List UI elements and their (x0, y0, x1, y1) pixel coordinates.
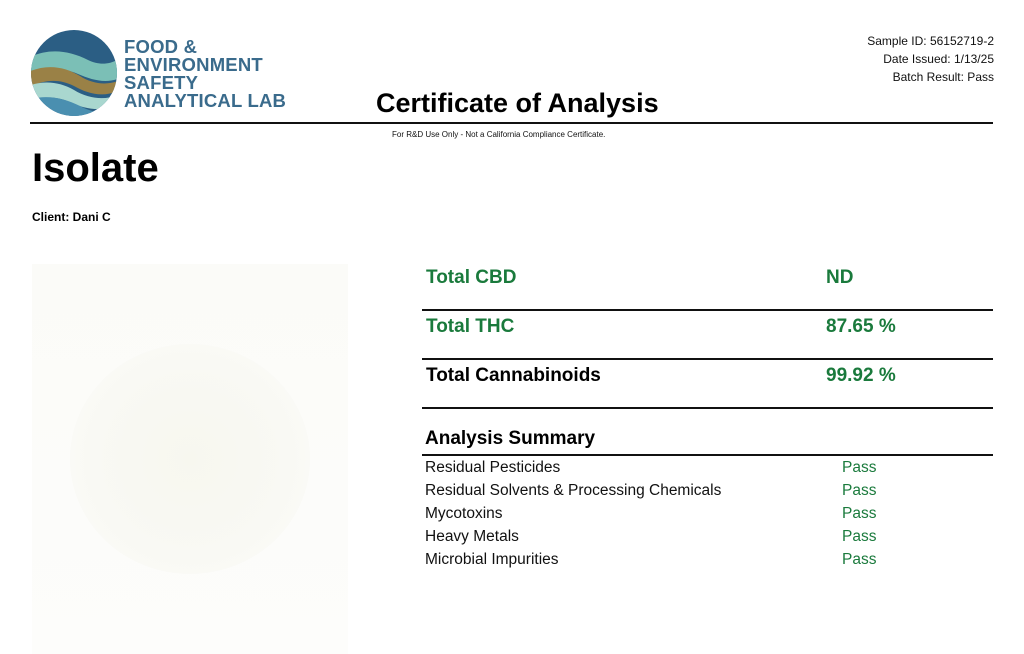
date-issued: Date Issued: 1/13/25 (883, 52, 994, 66)
summary-title: Analysis Summary (422, 428, 993, 456)
lab-logo-icon (28, 28, 120, 118)
lab-name (124, 38, 286, 110)
batch-result: Batch Result: Pass (892, 70, 994, 84)
analysis-result: Pass (842, 551, 877, 568)
total-label: Total Cannabinoids (426, 365, 601, 386)
total-label: Total CBD (426, 267, 517, 288)
total-value: ND (826, 267, 854, 288)
analysis-result: Pass (842, 505, 877, 522)
analysis-result: Pass (842, 459, 877, 476)
document-title: Certificate of Analysis (376, 88, 659, 118)
lab-name-line: SAFETY (124, 72, 199, 93)
totals-table (422, 262, 993, 409)
summary-row (422, 479, 993, 502)
analysis-name: Microbial Impurities (425, 551, 559, 568)
header-divider (30, 122, 993, 124)
sample-photo (32, 264, 348, 654)
sample-name: Isolate (32, 146, 159, 190)
sample-meta (867, 32, 994, 86)
summary-row (422, 502, 993, 525)
analysis-name: Heavy Metals (425, 528, 519, 545)
total-value: 99.92 % (826, 365, 896, 386)
client-name: Client: Dani C (32, 210, 111, 224)
summary-row (422, 525, 993, 548)
analysis-summary (422, 428, 993, 571)
total-value: 87.65 % (826, 316, 896, 337)
analysis-result: Pass (842, 482, 877, 499)
sample-photo-blob (70, 344, 310, 574)
summary-row (422, 548, 993, 571)
total-cannabinoids-row (422, 360, 993, 409)
total-cbd-row (422, 262, 993, 311)
lab-name-line: ENVIRONMENT (124, 54, 263, 75)
analysis-name: Residual Pesticides (425, 459, 561, 476)
analysis-result: Pass (842, 528, 877, 545)
summary-row (422, 456, 993, 479)
lab-name-line: ANALYTICAL LAB (124, 90, 287, 111)
analysis-name: Residual Solvents & Processing Chemicals (425, 482, 722, 499)
sample-id: Sample ID: 56152719-2 (867, 34, 994, 48)
analysis-name: Mycotoxins (425, 505, 503, 522)
lab-name-line: FOOD & (124, 36, 198, 57)
total-thc-row (422, 311, 993, 360)
total-label: Total THC (426, 316, 515, 337)
disclaimer-text: For R&D Use Only - Not a California Compliance Certificate. (392, 130, 606, 139)
